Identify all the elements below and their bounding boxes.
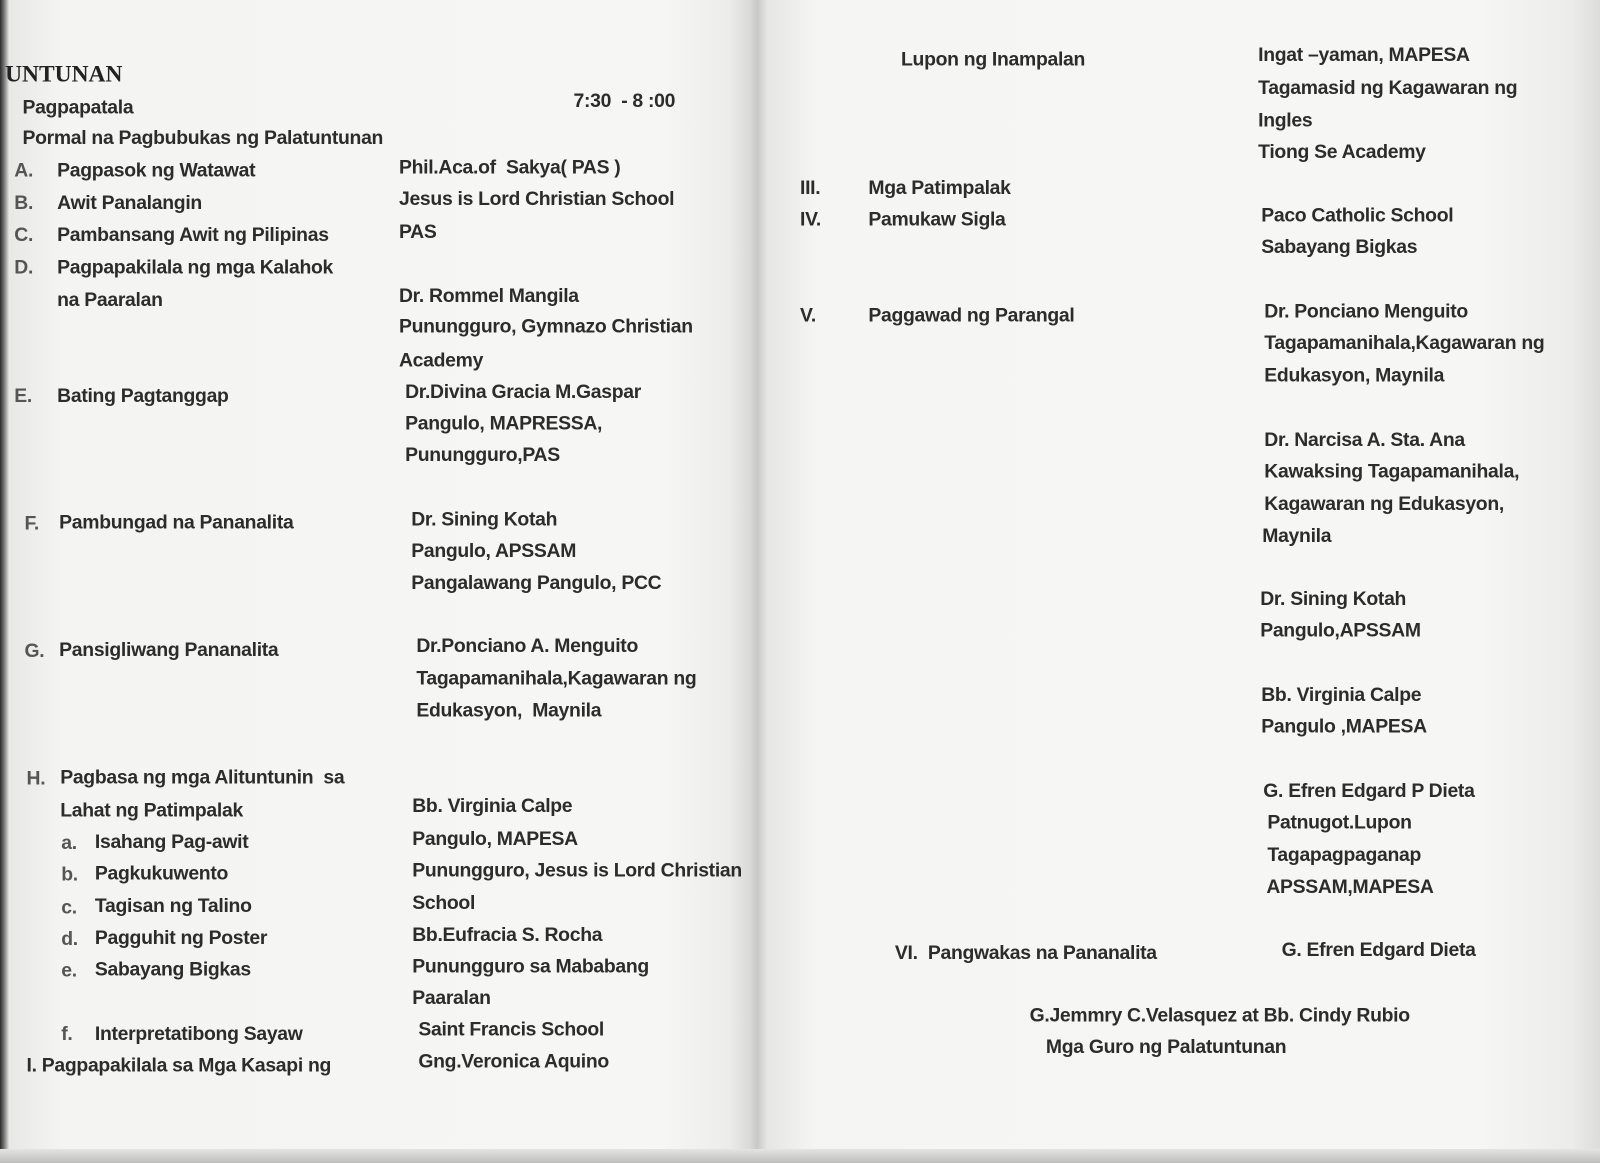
awardee: Tagapagpaganap: [1267, 844, 1422, 867]
closing-person: G. Efren Edgard Dieta: [1281, 939, 1476, 962]
item-person: Phil.Aca.of Sakya( PAS ): [398, 157, 621, 179]
awardee: Patnugot.Lupon: [1267, 812, 1412, 834]
item-number: IV.: [799, 209, 822, 231]
awardee: Edukasyon, Maynila: [1264, 365, 1445, 387]
hosts: G.Jemmry C.Velasquez at Bb. Cindy Rubio: [1029, 1005, 1410, 1027]
item-person: Dr.Ponciano A. Menguito: [416, 635, 638, 658]
item-label: Bating Pagtanggap: [57, 385, 229, 408]
awardee: Dr. Ponciano Menguito: [1264, 301, 1468, 323]
awardee: Dr. Sining Kotah: [1260, 588, 1407, 611]
item-person: Paaralan: [412, 987, 491, 1010]
awardee: Kawaksing Tagapamanihala,: [1264, 461, 1520, 483]
sub-letter: b.: [61, 864, 78, 886]
sub-letter: a.: [61, 832, 77, 855]
item-person: School: [412, 892, 476, 915]
item-person: Edukasyon, Maynila: [416, 699, 602, 722]
item-person: Punungguro, Jesus is Lord Christian: [412, 860, 742, 882]
item-label: Lahat ng Patimpalak: [60, 799, 243, 822]
item-letter: B.: [14, 192, 34, 215]
item-letter: C.: [14, 224, 34, 246]
awardee: Pangulo,APSSAM: [1260, 620, 1421, 642]
item-label: Pambungad na Pananalita: [59, 512, 294, 534]
registration: Pagpapatala: [22, 96, 134, 119]
jury-person: Ingles: [1258, 110, 1313, 132]
sub-letter: d.: [61, 928, 78, 950]
item-person: Dr.Divina Gracia M.Gaspar: [405, 381, 641, 404]
sub-label: Tagisan ng Talino: [94, 895, 252, 918]
item-label: Pansigliwang Pananalita: [59, 639, 279, 662]
jury-person: Tiong Se Academy: [1258, 141, 1426, 164]
sub-letter: f.: [61, 1023, 73, 1045]
item-person: Punungguro,PAS: [405, 444, 560, 467]
awardee: Kagawaran ng Edukasyon,: [1264, 493, 1504, 516]
jury-person: Tagamasid ng Kagawaran ng: [1258, 77, 1518, 99]
item-letter: G.: [24, 640, 45, 663]
sub-label: Interpretatibong Sayaw: [94, 1023, 303, 1045]
awardee: Bb. Virginia Calpe: [1261, 684, 1422, 707]
item-label: Awit Panalangin: [57, 192, 202, 215]
awardee: Maynila: [1262, 525, 1332, 547]
jury-heading: Lupon ng Inampalan: [901, 48, 1086, 71]
item-number: V.: [799, 305, 816, 327]
item-person: PAS: [398, 221, 437, 243]
item-label: na Paaralan: [57, 289, 163, 312]
sub-letter: c.: [61, 896, 77, 919]
awardee: Dr. Narcisa A. Sta. Ana: [1264, 429, 1465, 452]
awardee: Tagapamanihala,Kagawaran ng: [1264, 332, 1545, 355]
item-label: Pagpapakilala ng mga Kalahok: [57, 257, 334, 279]
item-person: Pangulo, MAPESA: [412, 828, 578, 850]
item-person: Dr. Sining Kotah: [411, 509, 558, 531]
item-person: Dr. Rommel Mangila: [398, 285, 579, 308]
item-letter: H.: [26, 768, 46, 790]
closing-remarks: VI. Pangwakas na Pananalita: [894, 942, 1157, 965]
item-letter: F.: [24, 513, 39, 535]
registration-time: 7:30 - 8 :00: [573, 90, 676, 113]
item-person: Sabayang Bigkas: [1261, 236, 1418, 259]
item-label: Pagbasa ng mga Alituntunin sa: [60, 767, 345, 789]
item-letter: E.: [14, 385, 32, 408]
item-label: Pambansang Awit ng Pilipinas: [57, 224, 329, 246]
item-person: Punungguro sa Mababang: [412, 956, 649, 978]
item-person: Punungguro, Gymnazo Christian: [398, 316, 693, 338]
item-label: I. Pagpapakilala sa Mga Kasapi ng: [26, 1055, 332, 1077]
hosts-role: Mga Guro ng Palatuntunan: [1045, 1036, 1287, 1059]
sub-label: Pagkukuwento: [94, 863, 229, 885]
item-person: Jesus is Lord Christian School: [398, 188, 675, 211]
item-person: Bb.Eufracia S. Rocha: [412, 924, 603, 946]
item-person: Paco Catholic School: [1261, 205, 1454, 227]
item-number: III.: [799, 177, 821, 199]
item-letter: A.: [14, 160, 34, 182]
item-person: Tagapamanihala,Kagawaran ng: [416, 668, 697, 690]
item-person: Saint Francis School: [418, 1019, 605, 1041]
item-person: Bb. Virginia Calpe: [412, 795, 573, 818]
sub-label: Sabayang Bigkas: [94, 959, 251, 981]
item-person: Pangulo, APSSAM: [411, 540, 577, 563]
jury-person: Ingat –yaman, MAPESA: [1258, 44, 1470, 67]
sub-letter: e.: [61, 960, 77, 982]
sub-label: Isahang Pag-awit: [94, 831, 249, 854]
item-person: Pangalawang Pangulo, PCC: [411, 572, 662, 594]
item-label: Pamukaw Sigla: [868, 209, 1006, 231]
item-person: Pangulo, MAPRESSA,: [405, 413, 603, 435]
sub-label: Pagguhit ng Poster: [94, 927, 268, 949]
item-letter: D.: [14, 257, 34, 279]
item-label: Mga Patimpalak: [868, 177, 1011, 199]
awardee: Pangulo ,MAPESA: [1261, 716, 1427, 738]
item-person: Academy: [398, 349, 484, 372]
awardee: G. Efren Edgard P Dieta: [1263, 780, 1475, 803]
item-person: Gng.Veronica Aquino: [418, 1051, 609, 1073]
awardee: APSSAM,MAPESA: [1266, 876, 1434, 898]
opening-heading: Pormal na Pagbubukas ng Palatuntunan: [22, 127, 384, 149]
item-label: Pagpasok ng Watawat: [57, 160, 256, 182]
program-title: UNTUNAN: [5, 61, 123, 87]
item-label: Paggawad ng Parangal: [868, 305, 1075, 327]
